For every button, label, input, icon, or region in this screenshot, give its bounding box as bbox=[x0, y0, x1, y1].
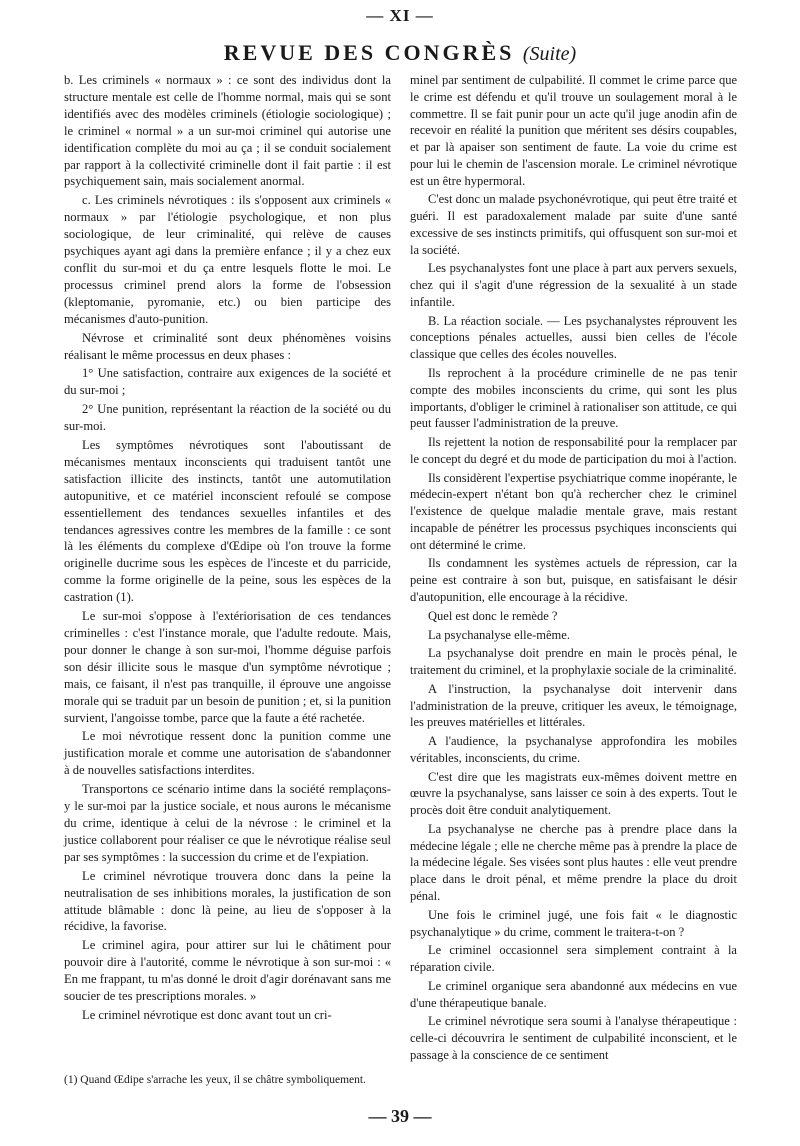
paragraph: Le criminel névrotique trouvera donc dans la peine la neutralisation de ses inhibitions morales, la justification de son attitude blâmable : donc là peine, au lieu de s'opposer à la récidive, la favorise. bbox=[64, 868, 391, 934]
paragraph: Le sur-moi s'oppose à l'extériorisation de ces tendances criminelles : c'est l'instance morale, que l'adulte redoute. Mais, pour donner le change à son sur-moi, l'homme déguise parfois son désir illicite sous le masque d'un symptôme névrotique ; mais, ce faisant, il n'est pas tranquille, il éprouve une angoisse morale qui se traduit par un besoin de punition ; et, si la punition survient, l'angoisse tombe, parce que la faute a été rachetée. bbox=[64, 609, 391, 725]
paragraph: Le criminel organique sera abandonné aux médecins en vue d'une thérapeutique banale. bbox=[410, 978, 737, 1010]
paragraph: A l'instruction, la psychanalyse doit intervenir dans l'administration de la preuve, critiquer les aveux, le témoignage, les preuves matérielles et littérales. bbox=[410, 681, 737, 730]
paragraph: Le criminel névrotique est donc avant tout un cri- bbox=[82, 1007, 332, 1022]
paragraph: Transportons ce scénario intime dans la société remplaçons-y le sur-moi par la justice sociale, et nous aurons le mécanisme du crime, identique à celui de la névrose : le criminel et la justice collaborent pour réaliser ce que le névrotique réalise seul par ses symptômes : la succession du crime et de l'expiation. bbox=[64, 782, 391, 864]
right-column bbox=[410, 72, 737, 1066]
title-suffix: (Suite) bbox=[522, 43, 577, 65]
paragraph: Névrose et criminalité sont deux phénomènes voisins réalisant le même processus en deux phases : bbox=[64, 330, 391, 362]
paragraph: Ils rejettent la notion de responsabilité pour la remplacer par le concept du degré et du mode de participation du moi à l'action. bbox=[410, 435, 737, 466]
left-column bbox=[64, 72, 391, 1026]
paragraph: Le criminel occasionnel sera simplement contraint à la réparation civile. bbox=[410, 943, 737, 975]
paragraph: Une fois le criminel jugé, une fois fait « le diagnostic psychanalytique » du crime, comment le traitera-t-on ? bbox=[410, 907, 737, 939]
paragraph: Ils reprochent à la procédure criminelle de ne pas tenir compte des mobiles inconscients du crime, qui sont les plus importants, d'obliger le criminel à rationaliser son attitude, ce qui peut fausser l'administration de la preuve. bbox=[410, 366, 737, 431]
paragraph: c. Les criminels névrotiques : ils s'opposent aux criminels « normaux » par l'étiologie psychologique, et non plus sociologique, de leur criminalité, qui relève de causes psychiques ayant agi dans la première enfance ; il y a chez eux conflit du sur-moi et du ça entre lesquels flotte le moi. Le processus criminel prend alors la forme de l'obsession (kleptomanie, pyromanie, etc.) ou bien participe des mécanismes d'auto-punition. bbox=[64, 193, 391, 326]
paragraph: Le moi névrotique ressent donc la punition comme une justification morale et comme une autorisation de s'abandonner à de nouvelles satisfactions interdites. bbox=[64, 729, 391, 778]
paragraph: Ils considèrent l'expertise psychiatrique comme inopérante, le médecin-expert n'étant bon qu'à rechercher chez le criminel l'existence de quelque maladie mentale grave, mais restant incapable de pénétrer les processus psychiques inconscients qui ont déterminé le crime. bbox=[410, 470, 737, 552]
page-title bbox=[0, 40, 800, 66]
paragraph: C'est dire que les magistrats eux-mêmes doivent mettre en œuvre la psychanalyse, sans laisser ce soin à des experts. Tout le procès doit être conduit analytiquement. bbox=[410, 769, 737, 818]
paragraph: La psychanalyse doit prendre en main le procès pénal, le traitement du criminel, et la prophylaxie sociale de la criminalité. bbox=[410, 646, 737, 678]
page-number: — 39 — bbox=[368, 1106, 432, 1126]
paragraph: Les symptômes névrotiques sont l'aboutissant de mécanismes mentaux inconscients qui traduisent tantôt une satisfaction illicite des instincts, tantôt une automutilation autopunitive, et ce matériel inconscient refoulé se compose essentiellement des tendances sexuelles infantiles et des tendances agressives contre les membres de la famille : ce sont là les éléments du complexe d'Œdipe où l'on trouve la forme originelle ducrime sous les espèces de l'inceste et du parricide, comme la forme originelle de la peine, sous les espèces de la castration (1). bbox=[64, 438, 391, 605]
paragraph: B. La réaction sociale. — Les psychanalystes réprouvent les conceptions pénales actuelles, aussi bien celles de l'école classique que celles des écoles nouvelles. bbox=[410, 313, 737, 362]
section-roman-numeral: — XI — bbox=[366, 6, 434, 25]
paragraph: Les psychanalystes font une place à part aux pervers sexuels, chez qui il s'agit d'une régression de la sexualité à un stade infantile. bbox=[410, 261, 737, 309]
paragraph: Le criminel agira, pour attirer sur lui le châtiment pour pouvoir dire à l'autorité, comme le névrotique à son sur-moi : « En me frappant, tu m'as donné le droit d'agir dorénavant sans me soucier de tes prescriptions morales. » bbox=[64, 938, 391, 1004]
paragraph: La psychanalyse elle-même. bbox=[428, 627, 570, 642]
paragraph: Quel est donc le remède ? bbox=[428, 608, 558, 623]
paragraph: A l'audience, la psychanalyse approfondira les mobiles véritables, inconscients, du crime. bbox=[410, 734, 737, 765]
paragraph: b. Les criminels « normaux » : ce sont des individus dont la structure mentale est celle de l'homme normal, mais qui se sont identifiés avec des modèles criminels (étiologie sociologique) ; le criminel « normal » a un sur-moi criminel qui autorise une identification complète du moi au ça ; il se conduit socialement par rapport à la collectivité criminelle dont il fait partie : il est psychiquement sain, mais socialement anormal. bbox=[64, 73, 391, 189]
paragraph: Ils condamnent les systèmes actuels de répression, car la peine est contraire à son but, puisque, en satisfaisant le désir d'autopunition, elle encourage à la récidive. bbox=[410, 556, 737, 604]
paragraph: C'est donc un malade psychonévrotique, qui peut être traité et guéri. Il est paradoxalement malade par suite d'une santé excessive de ses instincts primitifs, qui offusquent son sur-moi et la société. bbox=[410, 192, 737, 257]
paragraph: Le criminel névrotique sera soumi à l'analyse thérapeutique : celle-ci découvrira le sentiment de culpabilité inconscient, et le passage à la conscience de ce sentiment bbox=[410, 1014, 737, 1062]
paragraph: La psychanalyse ne cherche pas à prendre place dans la médecine légale ; elle ne cherche même pas à prendre la place de la médecine légale. Ses visées sont plus hautes : elle veut prendre place dans le droit pénal, et même prendre la place du droit pénal. bbox=[410, 821, 737, 903]
paragraph: 1° Une satisfaction, contraire aux exigences de la société et du sur-moi ; bbox=[64, 366, 391, 398]
title-text: REVUE DES CONGRÈS bbox=[223, 40, 515, 65]
footnote: (1) Quand Œdipe s'arrache les yeux, il se châtre symboliquement. bbox=[64, 1074, 366, 1086]
paragraph: minel par sentiment de culpabilité. Il commet le crime parce que le crime est défendu et qu'il trouve un soulagement moral à le commettre. Il se fait punir pour un acte qu'il juge anodin afin de recevoir en réalité la punition que méritent ses désirs coupables, et par là apaiser son sentiment de faute. La voie du crime est pour lui le chemin de l'ascension morale. Le criminel névrotique est un être hypermoral. bbox=[410, 73, 737, 188]
paragraph: 2° Une punition, représentant la réaction de la société ou du sur-moi. bbox=[64, 402, 391, 434]
